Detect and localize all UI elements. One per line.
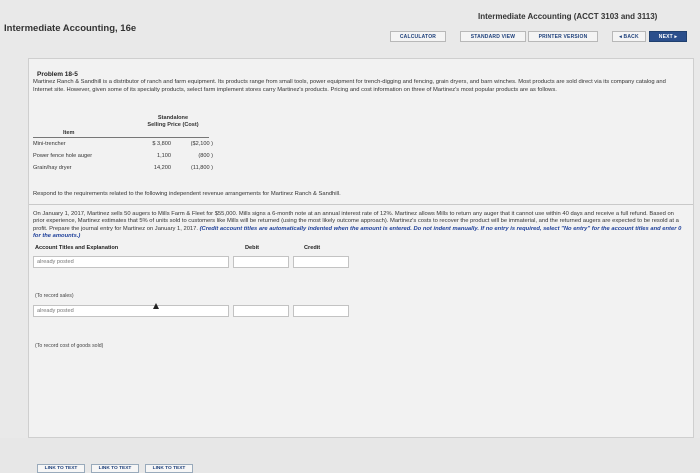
account-field[interactable]: already posted	[33, 305, 229, 317]
link-to-text-button[interactable]: LINK TO TEXT	[91, 464, 139, 473]
row-item: Grain/hay dryer	[33, 165, 72, 171]
cursor-icon	[153, 303, 159, 309]
scenario-text	[33, 211, 687, 241]
credit-field[interactable]	[293, 305, 349, 317]
price-header-bottom: Selling Price (Cost)	[147, 122, 199, 128]
table-row	[33, 153, 223, 162]
problem-title: Problem 18-5	[37, 71, 78, 78]
price-header-top: Standalone	[157, 115, 189, 121]
row-price: 14,200	[153, 165, 171, 171]
row-cost: (800 )	[198, 153, 213, 159]
section-divider	[29, 204, 693, 205]
row-price: $ 3,800	[152, 141, 171, 147]
course-title: Intermediate Accounting (ACCT 3103 and 3113)	[478, 12, 658, 21]
debit-field[interactable]	[233, 256, 289, 268]
entry-note: (To record sales)	[35, 293, 74, 299]
debit-header: Debit	[245, 245, 259, 251]
scenario-body: On January 1, 2017, Martinez sells 50 augers to Mills Farm & Fleet for $55,000. Mills signs a 6-month note at an annual interest rate of 12%. Martinez allows Mills to return any auger that it cannot use within 40 days and receive a full refund. Based on prior experience, Martinez estimates that 5% of units sold to customers like Mills will be returned (using the most likely outcome approach). Martinez's costs to recover the product will be immaterial, and the returned augers are expected to be resold at a profit. Prepare the journal entry for Martinez on January 1, 2017.	[33, 211, 679, 232]
toolbar	[0, 31, 700, 43]
link-to-text-button[interactable]: LINK TO TEXT	[37, 464, 85, 473]
problem-card	[28, 58, 694, 471]
account-titles-header: Account Titles and Explanation	[35, 245, 119, 251]
book-title: Intermediate Accounting, 16e	[4, 23, 137, 34]
account-field[interactable]: already posted	[33, 256, 229, 268]
row-cost: (11,800 )	[191, 165, 213, 171]
row-item: Power fence hole auger	[33, 153, 93, 159]
price-header	[133, 115, 213, 129]
credit-field[interactable]	[293, 256, 349, 268]
standard-view-button[interactable]: STANDARD VIEW	[460, 31, 526, 42]
table-row	[33, 165, 223, 174]
link-to-text-button[interactable]: LINK TO TEXT	[145, 464, 193, 473]
problem-intro: Martinez Ranch & Sandhill is a distributor of ranch and farm equipment. Its products range from small tools, power equipment for trench-digging and fencing, grain dryers, and barn winches. Most products are sold direct via its company catalog and Internet site. However, given some of its specialty products, select farm implement stores carry Martinez's products. Pricing and cost information on three of Martinez's most popular products are as follows.	[33, 79, 666, 93]
journal-header	[33, 241, 351, 253]
calculator-button[interactable]: CALCULATOR	[390, 31, 446, 42]
scenario-instruction: (Credit account titles are automatically indented when the amount is entered. Do not indent manually. If no entry is required, select "No entry" for the account titles and enter 0 for the amounts.)	[33, 225, 682, 240]
item-header: Item	[63, 130, 75, 136]
respond-text: Respond to the requirements related to the following independent revenue arrangements for Martinez Ranch & Sandhill.	[33, 191, 341, 197]
row-price: 1,100	[157, 153, 171, 159]
table-row	[33, 141, 223, 150]
entry-note: (To record cost of goods sold)	[35, 343, 104, 349]
next-button[interactable]: NEXT ▸	[649, 31, 687, 42]
credit-header: Credit	[304, 245, 321, 251]
debit-field[interactable]	[233, 305, 289, 317]
table-rule	[33, 137, 209, 138]
printer-version-button[interactable]: PRINTER VERSION	[528, 31, 598, 42]
row-item: Mini-trencher	[33, 141, 66, 147]
row-cost: ($2,100 )	[190, 141, 213, 147]
back-button[interactable]: ◂ BACK	[612, 31, 646, 42]
